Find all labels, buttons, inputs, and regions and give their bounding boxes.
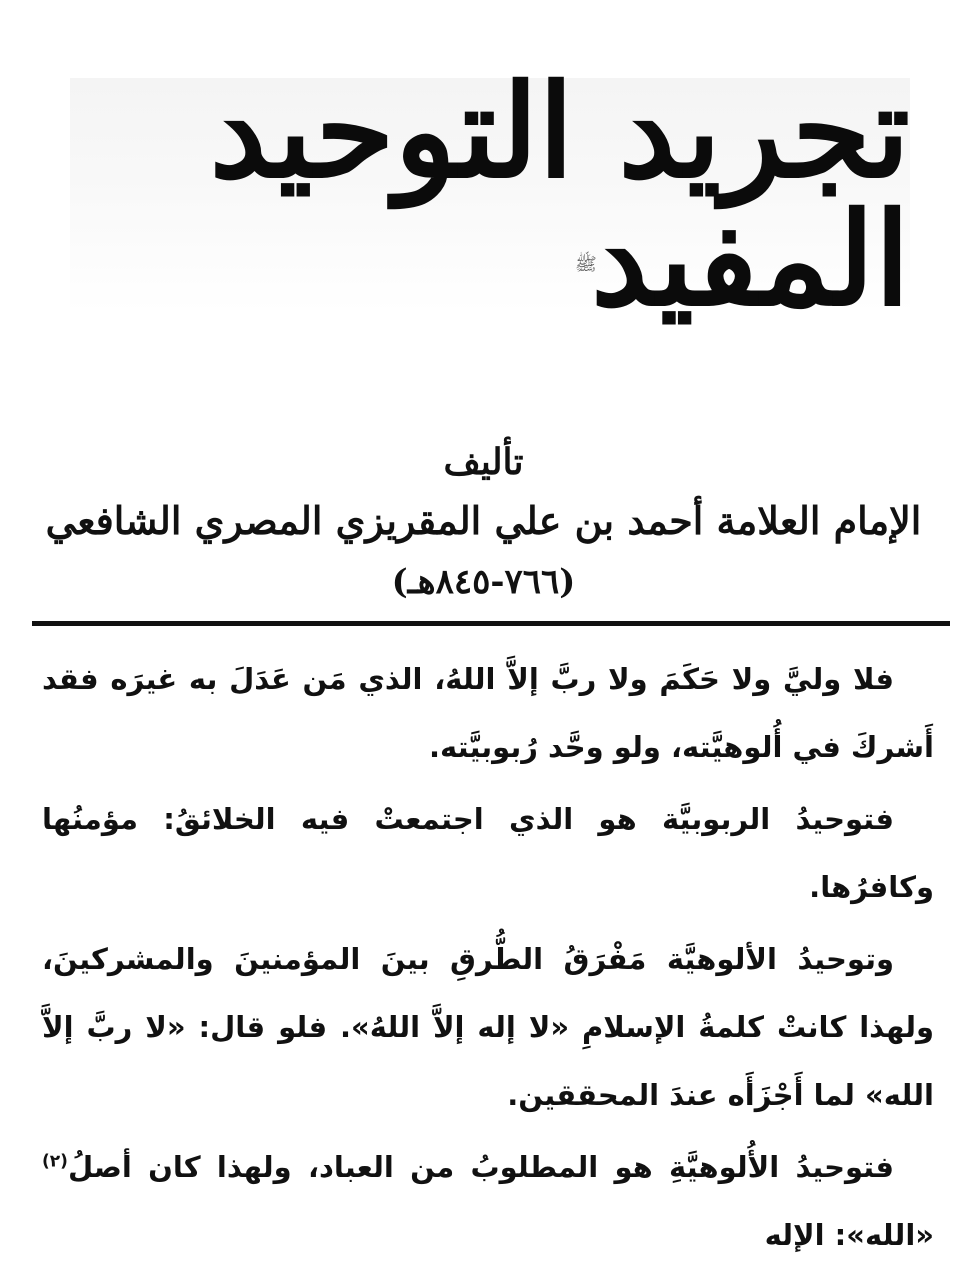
- author-block: [0, 440, 967, 610]
- body-text: [42, 645, 934, 1269]
- paragraph: وتوحيدُ الألوهيَّة مَفْرَقُ الطُّرقِ بينَ المؤمنينَ والمشركينَ، ولهذا كانتْ كلمةُ الإسلامِ «لا إله إلاَّ اللهُ». فلو قال: «لا ربَّ إلاَّ الله» لما أَجْزَأَه عندَ المحققين.: [42, 942, 934, 1112]
- section-divider: [32, 621, 950, 626]
- author-name: الإمام العلامة أحمد بن علي المقريزي المصري الشافعي: [45, 498, 922, 543]
- book-title-text: تجريد التوحيد المفيد: [209, 56, 910, 335]
- calligraphy-ornament-icon: ﷺ: [575, 254, 597, 275]
- paragraph-text-continued: «الله»: الإله: [764, 1218, 934, 1252]
- paragraph-text: فتوحيدُ الأُلوهيَّةِ هو المطلوبُ من العباد، ولهذا كان أصلُ: [67, 1150, 894, 1184]
- paragraph: [42, 1133, 934, 1269]
- book-title: [70, 56, 910, 335]
- paragraph: فلا وليَّ ولا حَكَمَ ولا ربَّ إلاَّ اللهُ، الذي مَن عَدَلَ به غيرَه فقد أَشركَ في أُلوهيَّته، ولو وحَّد رُبوبيَّته.: [42, 662, 934, 764]
- footnote-marker: (٢): [42, 1151, 68, 1172]
- author-dates: (٧٦٦-٨٤٥هـ): [391, 562, 576, 602]
- paragraph: فتوحيدُ الربوبيَّة هو الذي اجتمعتْ فيه الخلائقُ: مؤمنُها وكافرُها.: [42, 802, 934, 904]
- author-caption: تأليف: [443, 441, 524, 483]
